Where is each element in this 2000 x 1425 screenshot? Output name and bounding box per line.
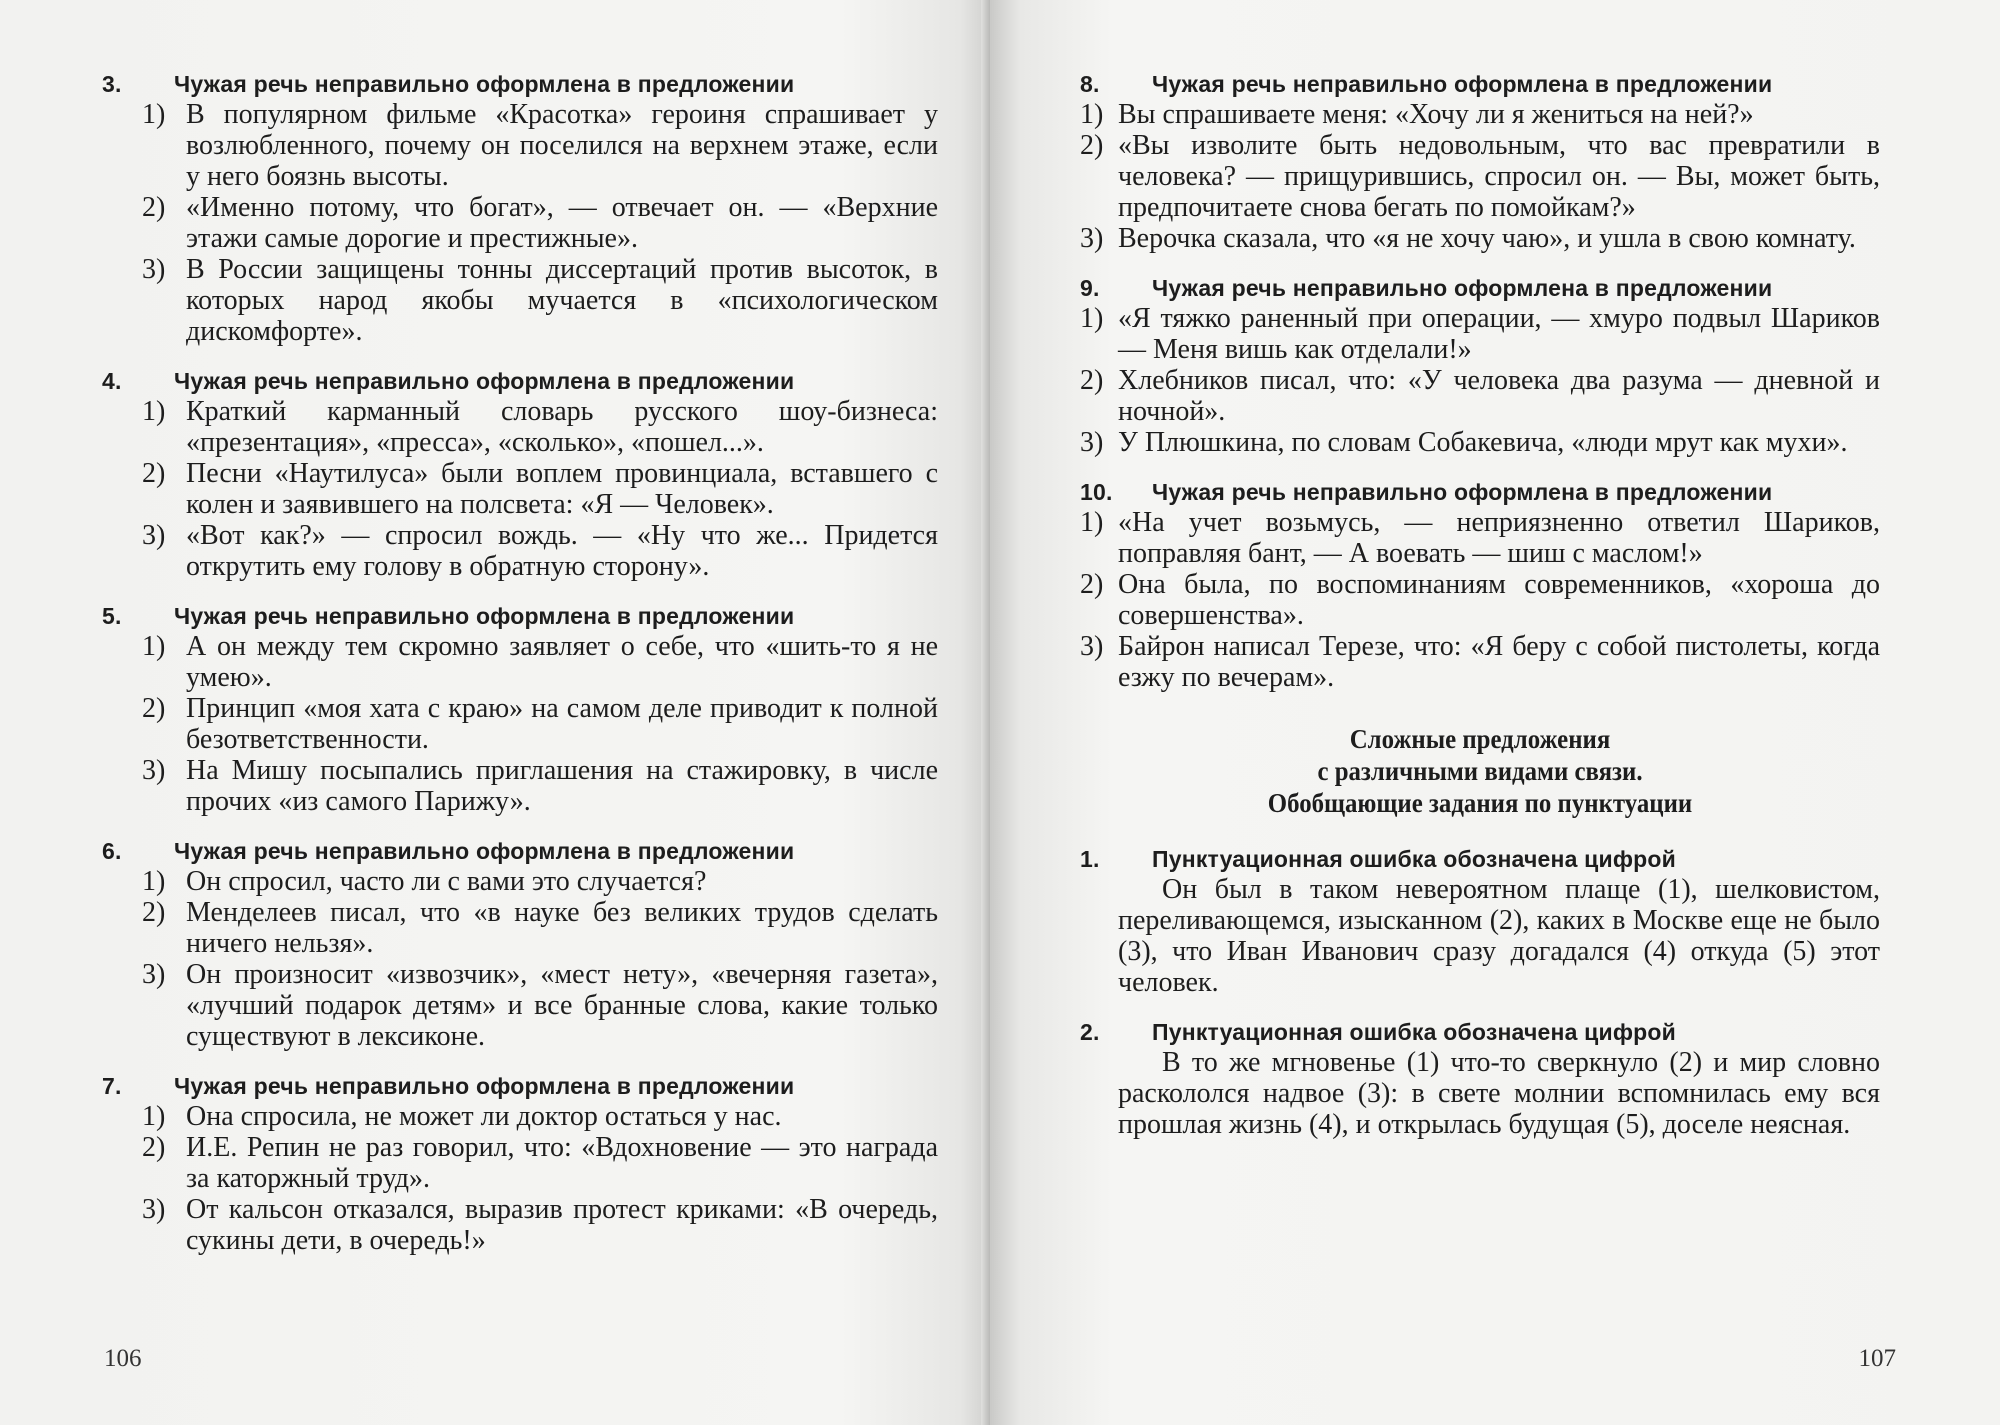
- option-text: На Мишу посыпались приглашения на стажировку, в числе прочих «из самого Парижу».: [186, 755, 938, 817]
- task-number: 4.: [102, 368, 122, 394]
- option-number: 3): [142, 520, 166, 551]
- option: [102, 1194, 938, 1256]
- right-page: [990, 0, 2000, 1425]
- task-title: Чужая речь неправильно оформлена в предложении: [174, 838, 795, 864]
- option-text: У Плюшкина, по словам Собакевича, «люди мрут как мухи».: [1118, 427, 1848, 458]
- task-paragraph: Он был в таком невероятном плаще (1), шелковистом, переливающемся, изысканном (2), каких в Москве еще не было (3), что Иван Иванович сразу догадался (4) откуда (5) этот человек.: [1118, 874, 1880, 998]
- page-number-left: 106: [104, 1345, 142, 1372]
- option: [1080, 223, 1880, 254]
- option: [1080, 303, 1880, 365]
- task-title: Пунктуационная ошибка обозначена цифрой: [1152, 1019, 1677, 1045]
- option-number: 3): [1080, 631, 1104, 662]
- task-number: 2.: [1080, 1019, 1100, 1045]
- option-number: 1): [142, 631, 166, 662]
- task-number: 7.: [102, 1073, 122, 1099]
- option: [102, 755, 938, 817]
- option: [1080, 365, 1880, 427]
- option: [102, 1101, 938, 1132]
- option-text: А он между тем скромно заявляет о себе, что «шить-то я не умею».: [186, 631, 938, 693]
- right-column: [1080, 70, 1880, 1160]
- option-number: 1): [1080, 507, 1104, 538]
- option-text: В России защищены тонны диссертаций против высоток, в которых народ якобы мучается в «психологическом дискомфорте».: [186, 254, 938, 347]
- option-number: 2): [142, 693, 166, 724]
- option: [102, 631, 938, 693]
- task-title: Пунктуационная ошибка обозначена цифрой: [1152, 846, 1677, 872]
- task-9: [1080, 274, 1880, 458]
- option: [102, 1132, 938, 1194]
- option-number: 1): [142, 396, 166, 427]
- option-number: 1): [142, 99, 166, 130]
- task-title: Чужая речь неправильно оформлена в предложении: [174, 603, 795, 629]
- option: [102, 866, 938, 897]
- page-number-right: 107: [1858, 1345, 1896, 1372]
- task-number: 10.: [1080, 479, 1113, 505]
- option: [102, 897, 938, 959]
- option-number: 1): [1080, 99, 1104, 130]
- option-number: 3): [142, 1194, 166, 1225]
- option-text: Краткий карманный словарь русского шоу-бизнеса: «презентация», «пресса», «сколько», «пошел...».: [186, 396, 938, 458]
- option-number: 2): [142, 897, 166, 928]
- task-6: [102, 837, 938, 1052]
- option-text: Менделеев писал, что «в науке без великих трудов сделать ничего нельзя».: [186, 897, 938, 959]
- option-number: 3): [1080, 427, 1104, 458]
- option-text: Песни «Наутилуса» были воплем провинциала, вставшего с колен и заявившего на полсвета: «Я — Человек».: [186, 458, 938, 520]
- option-text: «На учет возьмусь, — неприязненно ответил Шариков, поправляя бант, — А воевать — шиш с маслом!»: [1118, 507, 1880, 569]
- section-title-line: Обобщающие задания по пунктуации: [1267, 788, 1693, 818]
- task-number: 9.: [1080, 275, 1100, 301]
- option-number: 3): [142, 959, 166, 990]
- option-text: Принцип «моя хата с краю» на самом деле приводит к полной безответственности.: [186, 693, 938, 755]
- option: [102, 99, 938, 192]
- option: [102, 693, 938, 755]
- option: [1080, 569, 1880, 631]
- task-heading: [102, 837, 938, 866]
- task-heading: [102, 1072, 938, 1101]
- option-text: Он произносит «извозчик», «мест нету», «вечерняя газета», «лучший подарок детям» и все бранные слова, какие только существуют в лексиконе.: [186, 959, 938, 1052]
- option-number: 2): [1080, 365, 1104, 396]
- option: [102, 520, 938, 582]
- option-number: 1): [1080, 303, 1104, 334]
- option: [102, 192, 938, 254]
- task-number: 1.: [1080, 846, 1100, 872]
- option-text: Байрон написал Терезе, что: «Я беру с собой пистолеты, когда езжу по вечерам».: [1118, 631, 1880, 693]
- task-heading: [1080, 274, 1880, 303]
- task-10: [1080, 478, 1880, 693]
- option: [1080, 631, 1880, 693]
- task-3: [102, 70, 938, 347]
- task-paragraph: В то же мгновенье (1) что-то сверкнуло (2) и мир словно раскололся надвое (3): в свете молнии вспомнилась ему вся прошлая жизнь (4), и открылась будущая (5), доселе неясная.: [1118, 1047, 1880, 1140]
- task-7: [102, 1072, 938, 1256]
- task-title: Чужая речь неправильно оформлена в предложении: [174, 368, 795, 394]
- left-page: [0, 0, 990, 1425]
- option-text: Верочка сказала, что «я не хочу чаю», и ушла в свою комнату.: [1118, 223, 1856, 254]
- task-4: [102, 367, 938, 582]
- option: [1080, 130, 1880, 223]
- option: [102, 396, 938, 458]
- option-number: 2): [1080, 130, 1104, 161]
- option-number: 1): [142, 1101, 166, 1132]
- option-text: «Вот как?» — спросил вождь. — «Ну что же... Придется открутить ему голову в обратную сторону».: [186, 520, 938, 582]
- option-number: 3): [142, 254, 166, 285]
- task-5: [102, 602, 938, 817]
- left-column: [102, 70, 938, 1276]
- task-title: Чужая речь неправильно оформлена в предложении: [1152, 275, 1773, 301]
- option-number: 3): [142, 755, 166, 786]
- task-heading: [102, 367, 938, 396]
- option-text: В популярном фильме «Красотка» героиня спрашивает у возлюбленного, почему он поселился на верхнем этаже, если у него боязнь высоты.: [186, 99, 938, 192]
- punct-task-1: [1080, 845, 1880, 998]
- task-heading: [102, 70, 938, 99]
- option-text: Она спросила, не может ли доктор остаться у нас.: [186, 1101, 782, 1132]
- task-number: 5.: [102, 603, 122, 629]
- task-number: 8.: [1080, 71, 1100, 97]
- option-number: 2): [142, 458, 166, 489]
- option-text: Он спросил, часто ли с вами это случается?: [186, 866, 707, 897]
- task-title: Чужая речь неправильно оформлена в предложении: [1152, 479, 1773, 505]
- section-title-line: с различными видами связи.: [1317, 756, 1643, 786]
- option-text: Хлебников писал, что: «У человека два разума — дневной и ночной».: [1118, 365, 1880, 427]
- task-heading: [1080, 1018, 1880, 1047]
- option-text: «Вы изволите быть недовольным, что вас превратили в человека? — прищурившись, спросил он. — Вы, может быть, предпочитаете снова бегать по помойкам?»: [1118, 130, 1880, 223]
- option-number: 2): [1080, 569, 1104, 600]
- option-number: 3): [1080, 223, 1104, 254]
- option-text: Вы спрашиваете меня: «Хочу ли я жениться на ней?»: [1118, 99, 1754, 130]
- task-title: Чужая речь неправильно оформлена в предложении: [174, 71, 795, 97]
- option-text: «Именно потому, что богат», — отвечает он. — «Верхние этажи самые дорогие и престижные».: [186, 192, 938, 254]
- task-number: 3.: [102, 71, 122, 97]
- section-title: [1112, 723, 1848, 819]
- option-number: 1): [142, 866, 166, 897]
- option: [102, 254, 938, 347]
- task-heading: [1080, 845, 1880, 874]
- option-text: От кальсон отказался, выразив протест криками: «В очередь, сукины дети, в очередь!»: [186, 1194, 938, 1256]
- option: [102, 458, 938, 520]
- option: [1080, 99, 1880, 130]
- option: [1080, 507, 1880, 569]
- option-text: «Я тяжко раненный при операции, — хмуро подвыл Шариков — Меня вишь как отделали!»: [1118, 303, 1880, 365]
- option-number: 2): [142, 1132, 166, 1163]
- option: [102, 959, 938, 1052]
- task-number: 6.: [102, 838, 122, 864]
- option: [1080, 427, 1880, 458]
- option-text: Она была, по воспоминаниям современников, «хороша до совершенства».: [1118, 569, 1880, 631]
- task-8: [1080, 70, 1880, 254]
- task-heading: [102, 602, 938, 631]
- task-heading: [1080, 478, 1880, 507]
- option-text: И.Е. Репин не раз говорил, что: «Вдохновение — это награда за каторжный труд».: [186, 1132, 938, 1194]
- punct-task-2: [1080, 1018, 1880, 1140]
- section-title-line: Сложные предложения: [1349, 724, 1611, 754]
- task-heading: [1080, 70, 1880, 99]
- option-number: 2): [142, 192, 166, 223]
- task-title: Чужая речь неправильно оформлена в предложении: [174, 1073, 795, 1099]
- task-title: Чужая речь неправильно оформлена в предложении: [1152, 71, 1773, 97]
